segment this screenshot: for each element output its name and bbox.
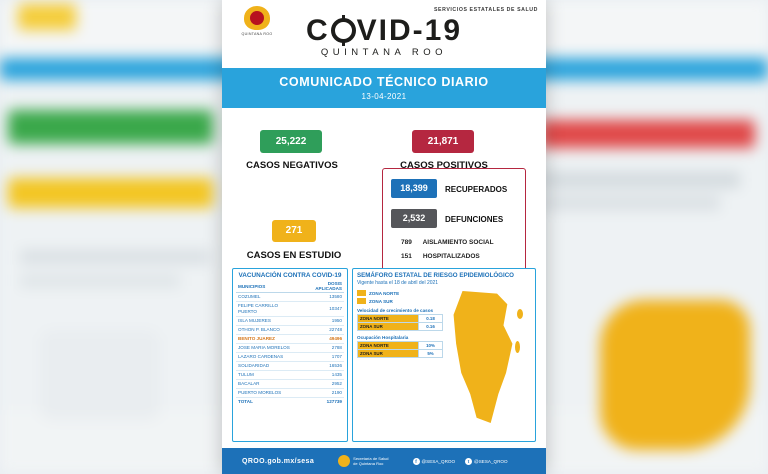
dosis-cell: 1950: [299, 317, 344, 326]
zone-cell: ZONA NORTE: [358, 315, 419, 323]
facebook-link[interactable]: [413, 458, 456, 465]
deaths-value: 2,532: [391, 209, 437, 228]
deaths-label: DEFUNCIONES: [445, 215, 504, 224]
page-subtitle: QUINTANA ROO: [320, 47, 448, 58]
vaccination-panel: [232, 268, 348, 442]
table-row: [358, 315, 443, 323]
semaforo-validity: Vigente hasta el 18 de abril del 2021: [357, 280, 439, 286]
municipio-cell: JOSE MARIA MORELOS: [236, 344, 299, 353]
recovered-label: RECUPERADOS: [445, 185, 508, 194]
growth-rate-title: Velocidad de crecimiento de casos: [357, 308, 434, 313]
bottom-panels: [232, 268, 536, 442]
value-cell: 10%: [419, 342, 443, 350]
vaccination-table: [236, 281, 344, 406]
semaforo-panel: [352, 268, 536, 442]
legend-label: ZONA NORTE: [369, 290, 400, 296]
footer-badge-line1: Secretaría de Salud: [353, 456, 389, 461]
zone-cell: ZONA SUR: [358, 323, 419, 331]
title-part-2: VID-19: [356, 14, 463, 47]
hospitalized-row: [401, 253, 480, 260]
value-cell: 0.16: [419, 323, 443, 331]
crest-label: QUINTANA ROO: [241, 32, 273, 36]
banner-title: COMUNICADO TÉCNICO DIARIO: [279, 75, 489, 89]
positive-cases-value: 21,871: [412, 130, 474, 153]
social-isolation-row: [401, 239, 494, 246]
table-row: [236, 302, 344, 317]
municipio-cell: OTHON P. BLANCO: [236, 326, 299, 335]
hospital-occupancy-table: [357, 341, 443, 358]
hospital-occupancy-title: Ocupación Hospitalaria: [357, 335, 409, 340]
twitter-link[interactable]: [465, 458, 508, 465]
table-row: [236, 293, 344, 302]
dosis-cell: 1707: [299, 353, 344, 362]
municipio-cell: FELIPE CARRILLO PUERTO: [236, 302, 299, 317]
table-row: [236, 362, 344, 371]
footer-social-links: [413, 458, 508, 465]
banner: [222, 68, 546, 108]
vaccination-title: VACUNACIÓN CONTRA COVID-19: [238, 272, 342, 279]
zone-cell: ZONA SUR: [358, 350, 419, 358]
cases-under-study-value: 271: [272, 220, 316, 242]
page-title: [222, 16, 546, 58]
municipio-cell: LAZARO CARDENAS: [236, 353, 299, 362]
footer-badge: [338, 455, 388, 467]
municipio-cell: SOLIDARIDAD: [236, 362, 299, 371]
total-value: 127739: [326, 399, 342, 404]
poster-header: [222, 0, 546, 68]
municipio-cell: COZUMEL: [236, 293, 299, 302]
dosis-cell: 13580: [299, 293, 344, 302]
dosis-cell: 10347: [299, 302, 344, 317]
table-row: [236, 380, 344, 389]
dosis-cell: 2952: [299, 380, 344, 389]
municipio-cell: BACALAR: [236, 380, 299, 389]
social-isolation-value: 789: [401, 239, 412, 246]
dosis-cell: 16536: [299, 362, 344, 371]
municipio-cell: TULUM: [236, 371, 299, 380]
table-row: [358, 350, 443, 358]
covid-report-poster: [222, 0, 546, 474]
zone-cell: ZONA NORTE: [358, 342, 419, 350]
growth-rate-table: [357, 314, 443, 331]
social-isolation-label: AISLAMIENTO SOCIAL: [422, 239, 494, 246]
legend-swatch-icon: [357, 290, 366, 296]
table-row: [236, 344, 344, 353]
table-row: [358, 342, 443, 350]
twitter-icon: t: [465, 458, 472, 465]
column-dosis: DOSIS APLICADAS: [299, 281, 344, 293]
table-header-row: [236, 281, 344, 293]
twitter-handle: @SESA_QROO: [474, 458, 508, 464]
title-part-1: C: [305, 14, 330, 47]
table-row: [236, 335, 344, 344]
quintana-roo-map: [437, 285, 533, 435]
municipio-cell: ISLA MUJERES: [236, 317, 299, 326]
table-row: [236, 389, 344, 398]
statistics-section: [222, 108, 546, 278]
municipio-cell: BENITO JUAREZ: [236, 335, 299, 344]
sesa-label: SERVICIOS ESTATALES DE SALUD: [433, 7, 538, 13]
table-total-row: [236, 398, 344, 407]
footer-url[interactable]: QROO.gob.mx/sesa: [242, 457, 315, 465]
table-row: [358, 323, 443, 331]
semaforo-title: SEMÁFORO ESTATAL DE RIESGO EPIDEMIOLÓGICO: [357, 272, 514, 279]
hospitalized-label: HOSPITALIZADOS: [422, 253, 480, 260]
dosis-cell: 22748: [299, 326, 344, 335]
total-label: TOTAL: [238, 399, 253, 404]
dosis-cell: 2190: [299, 389, 344, 398]
table-row: [236, 353, 344, 362]
negative-cases-value: 25,222: [260, 130, 322, 153]
value-cell: 5%: [419, 350, 443, 358]
recovered-value: 18,399: [391, 179, 437, 198]
poster-footer: [222, 448, 546, 474]
virus-icon: [331, 18, 356, 43]
value-cell: 0.18: [419, 315, 443, 323]
dosis-cell: 49496: [299, 335, 344, 344]
positive-cases-label: CASOS POSITIVOS: [400, 160, 488, 171]
footer-badge-line2: de Quintana Roo: [353, 461, 384, 466]
table-row: [236, 371, 344, 380]
column-municipios: MUNICIPIOS: [236, 281, 299, 293]
seal-icon: [338, 455, 350, 467]
dosis-cell: 1435: [299, 371, 344, 380]
dosis-cell: 2788: [299, 344, 344, 353]
positive-cases-breakdown-box: [382, 168, 526, 276]
facebook-icon: f: [413, 458, 420, 465]
cases-under-study-label: CASOS EN ESTUDIO: [246, 250, 342, 261]
banner-date: 13-04-2021: [361, 92, 407, 101]
legend-label: ZONA SUR: [369, 298, 393, 304]
table-row: [236, 317, 344, 326]
table-row: [236, 326, 344, 335]
municipio-cell: PUERTO MORELOS: [236, 389, 299, 398]
facebook-handle: @SESA_QROO: [421, 458, 456, 464]
hospitalized-value: 151: [401, 253, 412, 260]
legend-swatch-icon: [357, 298, 366, 304]
negative-cases-label: CASOS NEGATIVOS: [246, 160, 338, 171]
